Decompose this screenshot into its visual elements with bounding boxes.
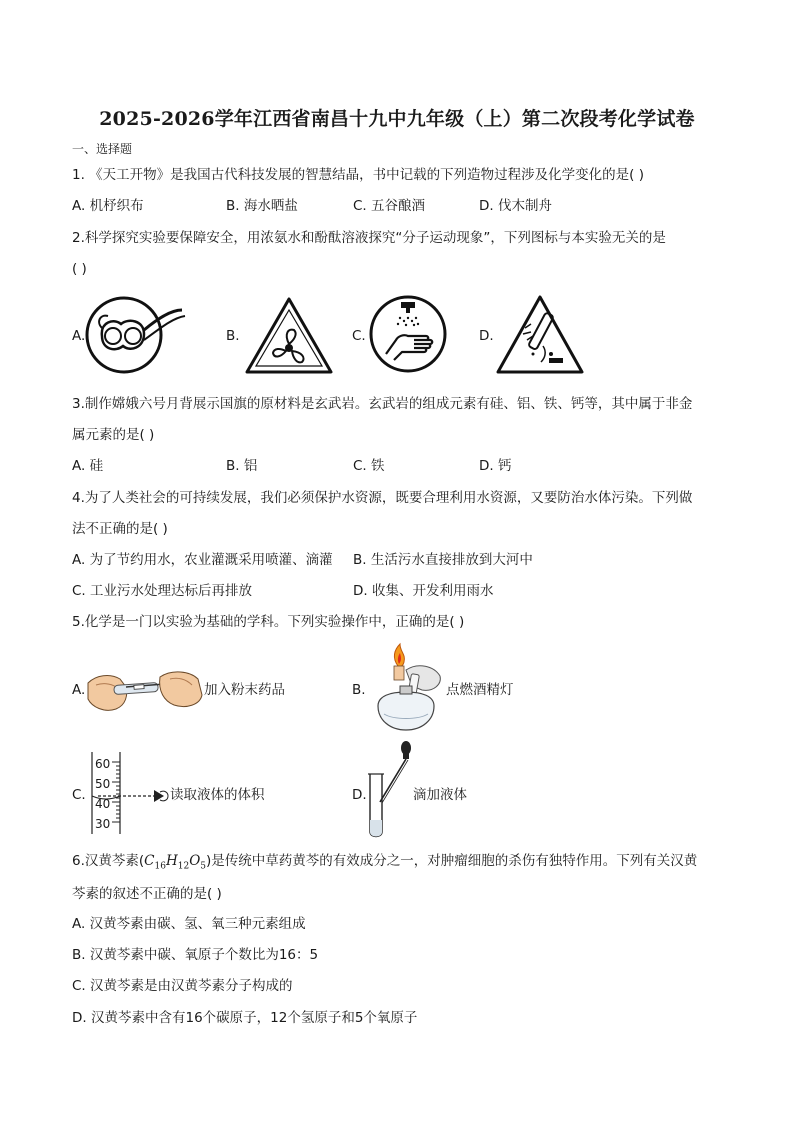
q4-option-a[interactable]: A. 为了节约用水，农业灌溉采用喷灌、滴灌 [72, 552, 333, 568]
q3-option-a[interactable]: A. 硅 [72, 458, 104, 474]
q1-option-b[interactable]: B. 海水晒盐 [226, 198, 298, 214]
exam-title: 2025-2026学年江西省南昌十九中九年级（上）第二次段考化学试卷 [99, 108, 695, 130]
q3-stem-line1: 3.制作嫦娥六号月背展示国旗的原材料是玄武岩。玄武岩的组成元素有硅、铝、铁、钙等，其中属于非金 [72, 396, 693, 412]
q5-option-a[interactable]: A. [72, 682, 86, 698]
formula-c-sub: 16 [154, 861, 166, 872]
q4-option-d[interactable]: D. 收集、开发利用雨水 [353, 583, 494, 599]
q4-option-c[interactable]: C. 工业污水处理达标后再排放 [72, 583, 253, 599]
q6-stem-suffix: )是传统中草药黄芩的有效成分之一，对肿瘤细胞的杀伤有独特作用。下列有关汉黄 [206, 853, 698, 869]
q6-option-d[interactable]: D. 汉黄芩素中含有16个碳原子，12个氢原子和5个氧原子 [72, 1010, 418, 1026]
q6-stem-line2: 芩素的叙述不正确的是( ) [72, 886, 222, 902]
ventilation-fan-icon [244, 296, 334, 376]
cylinder-tick-30: 30 [95, 817, 111, 831]
formula-h-sub: 12 [177, 861, 190, 872]
q5-option-c[interactable]: C. [72, 787, 86, 803]
q1-option-a[interactable]: A. 机杼织布 [72, 198, 144, 214]
q3-option-b[interactable]: B. 铝 [226, 458, 258, 474]
q2-stem-line1: 2.科学探究实验要保障安全，用浓氨水和酚酞溶液探究“分子运动现象”，下列图标与本实验无关的是 [72, 230, 666, 246]
q6-stem-prefix: 6.汉黄芩素( [72, 853, 145, 869]
section-heading: 一、选择题 [72, 142, 133, 156]
q2-option-b[interactable]: B. [226, 328, 240, 344]
q6-option-c[interactable]: C. 汉黄芩素是由汉黄芩素分子构成的 [72, 978, 293, 994]
q3-stem-line2: 属元素的是( ) [72, 427, 155, 443]
q4-stem-line1: 4.为了人类社会的可持续发展，我们必须保护水资源，既要合理利用水资源，又要防治水体污染。下列做 [72, 490, 693, 506]
q1-option-c[interactable]: C. 五谷酿酒 [353, 198, 426, 214]
q5-stem: 5.化学是一门以实验为基础的学科。下列实验操作中，正确的是( ) [72, 614, 465, 630]
cylinder-tick-60: 60 [95, 757, 111, 771]
formula-h: H [165, 853, 178, 869]
q5-caption-c: 读取液体的体积 [170, 787, 265, 803]
q3-option-c[interactable]: C. 铁 [353, 458, 385, 474]
q2-option-d[interactable]: D. [479, 328, 494, 344]
q1-option-d[interactable]: D. 伐木制舟 [479, 198, 552, 214]
q2-stem-line2: ( ) [72, 261, 87, 277]
q6-option-b[interactable]: B. 汉黄芩素中碳、氧原子个数比为16：5 [72, 947, 319, 963]
adding-powder-test-tube-image [86, 665, 204, 715]
goggles-icon [86, 290, 186, 380]
lighting-alcohol-lamp-image [368, 644, 446, 734]
formula-o-sub: 5 [200, 861, 206, 872]
q5-caption-a: 加入粉末药品 [204, 682, 285, 698]
q4-stem-line2: 法不正确的是( ) [72, 521, 168, 537]
q5-option-b[interactable]: B. [352, 682, 366, 698]
cylinder-tick-40: 40 [95, 797, 111, 811]
q2-option-c[interactable]: C. [352, 328, 366, 344]
cylinder-tick-50: 50 [95, 777, 111, 791]
q6-option-a[interactable]: A. 汉黄芩素由碳、氢、氧三种元素组成 [72, 916, 306, 932]
q5-caption-b: 点燃酒精灯 [446, 682, 514, 698]
corrosive-hazard-icon [495, 294, 585, 376]
q1-stem: 1. 《天工开物》是我国古代科技发展的智慧结晶，书中记载的下列造物过程涉及化学变化的是( ) [72, 167, 644, 183]
q5-caption-d: 滴加液体 [413, 787, 467, 803]
formula-c: C [144, 853, 155, 869]
q6-chemical-formula [144, 853, 206, 872]
q5-option-d[interactable]: D. [352, 787, 367, 803]
dropper-test-tube-image [366, 740, 416, 840]
q3-option-d[interactable]: D. 钙 [479, 458, 512, 474]
q2-option-a[interactable]: A. [72, 328, 86, 344]
q4-option-b[interactable]: B. 生活污水直接排放到大河中 [353, 552, 533, 568]
hand-washing-icon [368, 294, 448, 374]
formula-o: O [189, 853, 201, 869]
q6-stem-line1 [72, 852, 697, 876]
